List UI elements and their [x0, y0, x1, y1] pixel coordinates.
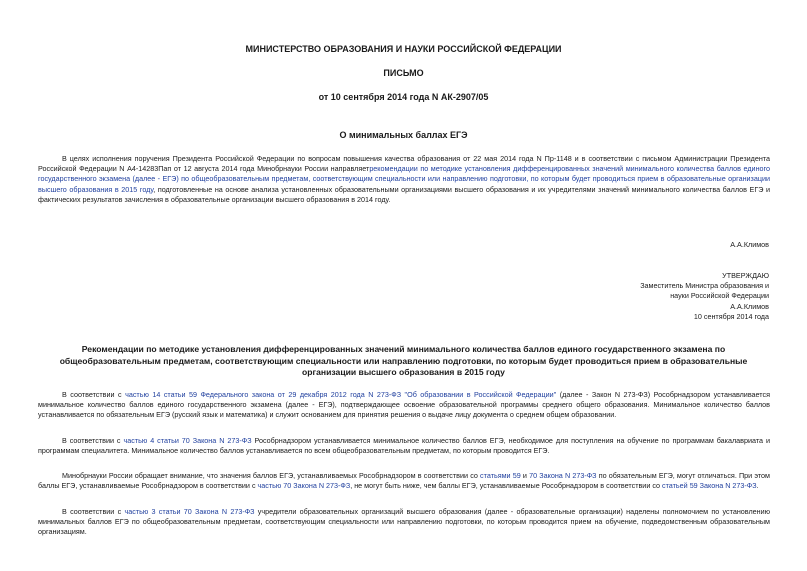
rec-paragraph-2-text-end: Рособрнадзором устанавливается минимальное количество баллов ЕГЭ, необходимое для поступления на обучение по программам бакалавриата и программам специалитета. Минимальное количество баллов устанавливается по всем общеобразовательным предметам, по которым проводится ЕГЭ.	[38, 436, 771, 456]
letter-paragraph	[38, 154, 770, 205]
rec-paragraph-3-text-end: .	[756, 481, 759, 491]
article-59-law-link[interactable]: статьей 59 Закона N 273-ФЗ	[662, 481, 757, 491]
document-date-number: от 10 сентября 2014 года N АК-2907/05	[318, 92, 489, 102]
part-70-link[interactable]: частью 70 Закона N 273-ФЗ	[257, 481, 351, 491]
rec-paragraph-3-text: Минобрнауки России обращает внимание, что значения баллов ЕГЭ, устанавливаемых Рособрнадзором в соответствии со	[62, 471, 481, 480]
letter-paragraph-text-end: , подготовленные на основе анализа установленных образовательными организациями высшего образования и их учредителями значений минимального количества баллов ЕГЭ и фактических результатов зачисления в образовательные организации высшего образования в 2014 году.	[38, 184, 770, 204]
approval-line: Заместитель Министра образования и	[640, 281, 769, 291]
rec-paragraph-1-text-end: (далее - Закон N 273-ФЗ) Рособрнадзором устанавливается минимальное количество баллов единого государственного экзамена (далее - ЕГЭ), подтверждающее освоение образовательной программы среднего общего образования. Минимальное количество баллов устанавливается по обязательным ЕГЭ (русский язык и математика) и служит основанием для принятия решения о выдаче лицу документа о среднем общем образовании.	[38, 390, 771, 420]
recommendations-link[interactable]: рекомендации по методике установления дифференцированных значений минимального количества баллов единого государственного экзамена (далее - ЕГЭ) по общеобразовательным предметам, соответствующим специальности или направлению подготовки, по которым будет проводиться прием в образовательные организации высшего образования в 2015 году	[38, 164, 771, 194]
law-273-article-59-link[interactable]: частью 14 статьи 59 Федерального закона от 29 декабря 2012 года N 273-ФЗ "Об образовании в Российской Федерации"	[125, 390, 557, 399]
rec-paragraph-2-text: В соответствии с	[62, 436, 124, 445]
approval-line: УТВЕРЖДАЮ	[722, 271, 769, 280]
rec-paragraph-4	[38, 507, 770, 538]
rec-paragraph-3-text-3: по обязательным ЕГЭ, могут отличаться. При этом баллы ЕГЭ, устанавливаемые Рособрнадзором в соответствии с	[38, 471, 770, 491]
rec-paragraph-3	[38, 471, 770, 491]
article-70-part-3-link[interactable]: частью 3 статьи 70 Закона N 273-ФЗ	[124, 507, 255, 516]
article-70-part-4-link[interactable]: частью 4 статьи 70 Закона N 273-ФЗ	[123, 436, 252, 445]
article-59-link[interactable]: статьями 59	[480, 471, 521, 480]
rec-paragraph-4-text-end: учредители образовательных организаций высшего образования (далее - образовательные организации) наделены полномочием по установлению минимальных баллов ЕГЭ по общеобразовательным предметам, соответствующим специальности или направлению подготовки, по которым проводится прием на обучение, подведомственным образовательным организациям.	[38, 507, 771, 537]
letter-signature: А.А.Климов	[730, 240, 769, 249]
rec-paragraph-1	[38, 390, 770, 421]
recommendations-title: Рекомендации по методике установления дифференцированных значений минимального количества баллов единого государственного экзамена по общеобразовательным предметам, соответствующим специальности или направлению подготовки, по которым будет проводиться прием в образовательные организации высшего образования в 2015 году	[59, 344, 748, 377]
approval-line: А.А.Климов	[730, 301, 769, 311]
approval-line: 10 сентября 2014 года	[693, 311, 769, 321]
approval-line: науки Российской Федерации	[670, 291, 769, 301]
rec-paragraph-3-text-2: и	[520, 471, 530, 480]
approval-block	[640, 271, 769, 322]
ministry-heading: МИНИСТЕРСТВО ОБРАЗОВАНИЯ И НАУКИ РОССИЙСКОЙ ФЕДЕРАЦИИ	[245, 44, 562, 54]
rec-paragraph-1-text: В соответствии с	[62, 390, 126, 399]
document-type: ПИСЬМО	[383, 68, 424, 78]
letter-paragraph-text: В целях исполнения поручения Президента Российской Федерации по вопросам повышения качества образования от 22 мая 2014 года N Пр-1148 и в соответствии с письмом Администрации Президента Российской Федерации N А4-14283Пап от 12 августа 2014 года Минобрнауки России направляет	[38, 154, 770, 174]
letter-subject: О минимальных баллах ЕГЭ	[339, 130, 468, 140]
rec-paragraph-2	[38, 436, 770, 456]
rec-paragraph-4-text: В соответствии с	[62, 507, 125, 516]
article-70-link[interactable]: 70 Закона N 273-ФЗ	[529, 471, 597, 480]
rec-paragraph-3-text-4: , не могут быть ниже, чем баллы ЕГЭ, устанавливаемые Рособрнадзором в соответствии со	[350, 481, 662, 491]
